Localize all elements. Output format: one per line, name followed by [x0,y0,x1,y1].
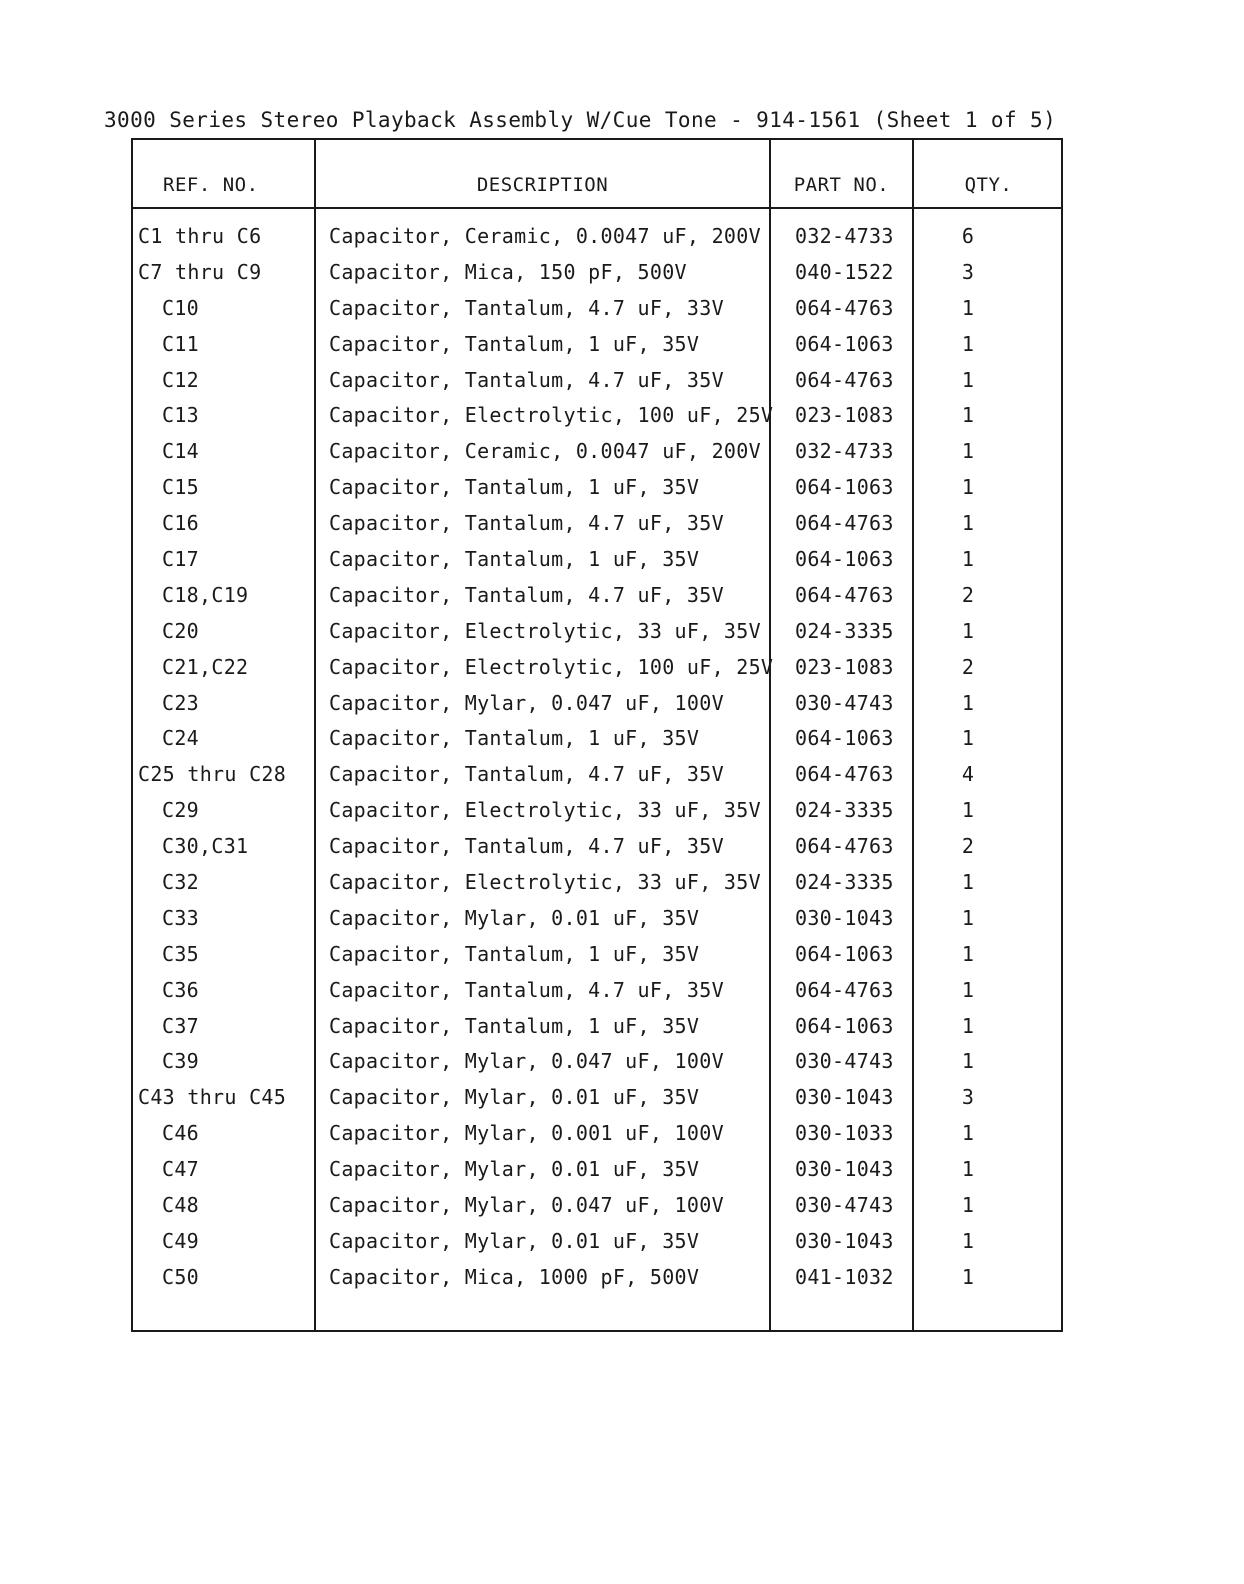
description-cell: Capacitor, Electrolytic, 33 uF, 35V [329,870,761,895]
table-row [133,1047,1061,1083]
table-row [133,581,1061,617]
qty-cell: 1 [961,618,975,643]
ref-cell: C29 [162,798,200,823]
part-no-cell: 064-4763 [795,834,894,859]
ref-cell: C16 [162,511,200,536]
header-ref-no: REF. NO. [163,174,259,196]
qty-cell: 1 [961,1013,975,1038]
table-row [133,509,1061,545]
ref-cell: C15 [162,475,200,500]
description-cell: Capacitor, Tantalum, 4.7 uF, 35V [329,977,724,1002]
ref-cell: C20 [162,618,200,643]
table-row [133,940,1061,976]
qty-cell: 1 [961,439,975,464]
part-no-cell: 030-4743 [795,1049,894,1074]
ref-cell: C18,C19 [162,582,249,607]
ref-cell: C32 [162,870,200,895]
ref-cell: C46 [162,1121,200,1146]
qty-cell: 3 [961,1085,975,1110]
qty-cell: 1 [961,1193,975,1218]
part-no-cell: 064-1063 [795,726,894,751]
part-no-cell: 030-1043 [795,1157,894,1182]
ref-cell: C43 thru C45 [138,1085,287,1110]
header-description: DESCRIPTION [476,174,609,196]
qty-cell: 1 [961,547,975,572]
ref-cell: C37 [162,1013,200,1038]
table-row [133,868,1061,904]
table-row [133,1227,1061,1263]
description-cell: Capacitor, Mylar, 0.047 uF, 100V [329,690,724,715]
table-row [133,760,1061,796]
qty-cell: 1 [961,1049,975,1074]
ref-cell: C36 [162,977,200,1002]
ref-cell: C11 [162,331,200,356]
header-qty: QTY. [964,174,1013,196]
qty-cell: 1 [961,403,975,428]
part-no-cell: 032-4733 [795,224,894,248]
qty-cell: 1 [961,977,975,1002]
qty-cell: 2 [961,654,975,679]
qty-cell: 1 [961,1121,975,1146]
qty-cell: 1 [961,331,975,356]
table-row [133,617,1061,653]
qty-cell: 1 [961,475,975,500]
part-no-cell: 064-4763 [795,295,894,320]
description-cell: Capacitor, Tantalum, 1 uF, 35V [329,1013,700,1038]
ref-cell: C49 [162,1228,200,1253]
table-row [133,330,1061,366]
qty-cell: 1 [961,941,975,966]
part-no-cell: 032-4733 [795,439,894,464]
description-cell: Capacitor, Mylar, 0.01 uF, 35V [329,1228,700,1253]
table-row [133,294,1061,330]
part-no-cell: 064-1063 [795,547,894,572]
qty-cell: 1 [961,511,975,536]
part-no-cell: 064-4763 [795,582,894,607]
description-cell: Capacitor, Tantalum, 4.7 uF, 35V [329,834,724,859]
description-cell: Capacitor, Mylar, 0.01 uF, 35V [329,1157,700,1182]
ref-cell: C14 [162,439,200,464]
table-row [133,222,1061,258]
qty-cell: 1 [961,905,975,930]
description-cell: Capacitor, Tantalum, 4.7 uF, 35V [329,511,724,536]
part-no-cell: 064-4763 [795,511,894,536]
table-row [133,1191,1061,1227]
description-cell: Capacitor, Tantalum, 1 uF, 35V [329,941,700,966]
description-cell: Capacitor, Mylar, 0.047 uF, 100V [329,1193,724,1218]
table-row [133,366,1061,402]
description-cell: Capacitor, Electrolytic, 100 uF, 25V [329,403,774,428]
qty-cell: 4 [961,762,975,787]
ref-cell: C12 [162,367,200,392]
part-no-cell: 024-3335 [795,618,894,643]
description-cell: Capacitor, Mica, 1000 pF, 500V [329,1264,700,1289]
part-no-cell: 024-3335 [795,870,894,895]
part-no-cell: 040-1522 [795,259,894,284]
table-row [133,1155,1061,1191]
description-cell: Capacitor, Ceramic, 0.0047 uF, 200V [329,439,761,464]
ref-cell: C48 [162,1193,200,1218]
ref-cell: C17 [162,547,200,572]
part-no-cell: 064-1063 [795,941,894,966]
part-no-cell: 064-1063 [795,475,894,500]
description-cell: Capacitor, Mylar, 0.047 uF, 100V [329,1049,724,1074]
description-cell: Capacitor, Mylar, 0.01 uF, 35V [329,1085,700,1110]
part-no-cell: 024-3335 [795,798,894,823]
qty-cell: 1 [961,295,975,320]
qty-cell: 1 [961,1228,975,1253]
qty-cell: 2 [961,582,975,607]
table-row [133,796,1061,832]
ref-cell: C21,C22 [162,654,249,679]
ref-cell: C47 [162,1157,200,1182]
qty-cell: 1 [961,798,975,823]
qty-cell: 1 [961,1157,975,1182]
ref-cell: C35 [162,941,200,966]
table-row [133,545,1061,581]
table-row [133,653,1061,689]
description-cell: Capacitor, Tantalum, 1 uF, 35V [329,726,700,751]
part-no-cell: 064-1063 [795,331,894,356]
part-no-cell: 030-1043 [795,1228,894,1253]
ref-cell: C23 [162,690,200,715]
table-row [133,689,1061,725]
part-no-cell: 030-1033 [795,1121,894,1146]
qty-cell: 1 [961,1264,975,1289]
ref-cell: C1 thru C6 [138,224,262,248]
table-row [133,832,1061,868]
ref-cell: C30,C31 [162,834,249,859]
description-cell: Capacitor, Tantalum, 1 uF, 35V [329,475,700,500]
part-no-cell: 064-1063 [795,1013,894,1038]
ref-cell: C50 [162,1264,200,1289]
header-part-no: PART NO. [793,174,890,196]
ref-cell: C10 [162,295,200,320]
qty-cell: 6 [961,224,975,248]
sheet-title: 3000 Series Stereo Playback Assembly W/Cue Tone - 914-1561 (Sheet 1 of 5) [104,108,1057,132]
table-row [133,1119,1061,1155]
table-row [133,904,1061,940]
description-cell: Capacitor, Mylar, 0.001 uF, 100V [329,1121,724,1146]
part-no-cell: 023-1083 [795,654,894,679]
table-row [133,437,1061,473]
ref-cell: C39 [162,1049,200,1074]
table-row [133,1263,1061,1299]
part-no-cell: 030-1043 [795,1085,894,1110]
part-no-cell: 064-4763 [795,977,894,1002]
description-cell: Capacitor, Tantalum, 1 uF, 35V [329,547,700,572]
parts-rows [133,222,1061,1299]
part-no-cell: 064-4763 [795,367,894,392]
description-cell: Capacitor, Tantalum, 4.7 uF, 35V [329,762,724,787]
description-cell: Capacitor, Mylar, 0.01 uF, 35V [329,905,700,930]
ref-cell: C33 [162,905,200,930]
part-no-cell: 030-4743 [795,690,894,715]
ref-cell: C13 [162,403,200,428]
description-cell: Capacitor, Electrolytic, 33 uF, 35V [329,618,761,643]
table-row [133,401,1061,437]
table-row [133,976,1061,1012]
qty-cell: 1 [961,726,975,751]
part-no-cell: 023-1083 [795,403,894,428]
parts-table [131,138,1063,1332]
qty-cell: 1 [961,870,975,895]
table-row [133,1012,1061,1048]
table-row [133,724,1061,760]
qty-cell: 1 [961,690,975,715]
ref-cell: C7 thru C9 [138,259,262,284]
description-cell: Capacitor, Ceramic, 0.0047 uF, 200V [329,224,761,248]
part-no-cell: 064-4763 [795,762,894,787]
part-no-cell: 030-4743 [795,1193,894,1218]
description-cell: Capacitor, Tantalum, 4.7 uF, 33V [329,295,724,320]
part-no-cell: 041-1032 [795,1264,894,1289]
table-row [133,1083,1061,1119]
ref-cell: C24 [162,726,200,751]
description-cell: Capacitor, Electrolytic, 33 uF, 35V [329,798,761,823]
qty-cell: 1 [961,367,975,392]
table-row [133,258,1061,294]
header-divider [133,207,1061,209]
part-no-cell: 030-1043 [795,905,894,930]
ref-cell: C25 thru C28 [138,762,287,787]
description-cell: Capacitor, Tantalum, 4.7 uF, 35V [329,582,724,607]
qty-cell: 3 [961,259,975,284]
description-cell: Capacitor, Tantalum, 1 uF, 35V [329,331,700,356]
description-cell: Capacitor, Mica, 150 pF, 500V [329,259,687,284]
qty-cell: 2 [961,834,975,859]
description-cell: Capacitor, Tantalum, 4.7 uF, 35V [329,367,724,392]
table-row [133,473,1061,509]
description-cell: Capacitor, Electrolytic, 100 uF, 25V [329,654,774,679]
